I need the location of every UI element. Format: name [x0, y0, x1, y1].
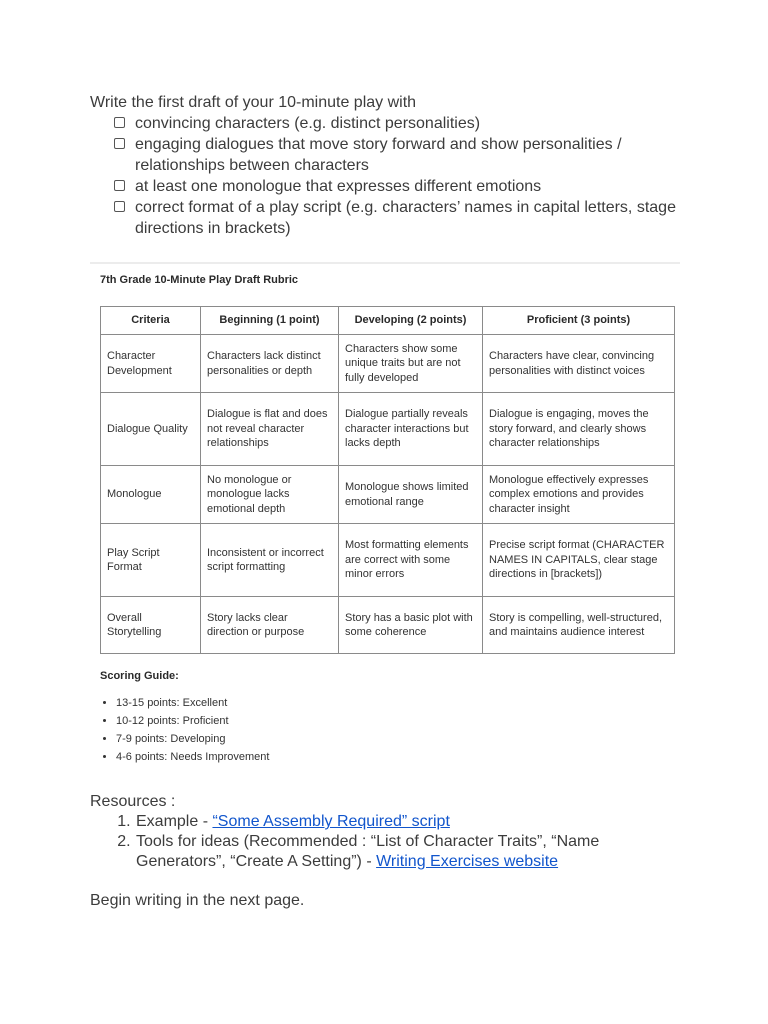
table-row — [101, 597, 675, 654]
table-cell: Dialogue is engaging, moves the story forward, and clearly shows character relationships — [483, 393, 675, 466]
checkbox-icon[interactable] — [114, 138, 125, 149]
table-row — [101, 524, 675, 597]
checklist-item-label: correct format of a play script (e.g. characters’ names in capital letters, stage directions in brackets) — [135, 199, 676, 237]
column-header: Proficient (3 points) — [483, 307, 675, 335]
table-cell: Story has a basic plot with some coherence — [339, 597, 483, 654]
table-row — [101, 335, 675, 393]
scoring-guide-list — [100, 694, 269, 766]
column-header: Developing (2 points) — [339, 307, 483, 335]
table-cell: Story lacks clear direction or purpose — [201, 597, 339, 654]
table-cell: Overall Storytelling — [101, 597, 201, 654]
table-cell: Story is compelling, well-structured, and maintains audience interest — [483, 597, 675, 654]
checklist-item[interactable] — [114, 134, 690, 176]
table-cell: Most formatting elements are correct with some minor errors — [339, 524, 483, 597]
table-cell: Characters have clear, convincing personalities with distinct voices — [483, 335, 675, 393]
rubric-title: 7th Grade 10-Minute Play Draft Rubric — [100, 274, 299, 286]
resources-section — [90, 792, 690, 872]
checklist-item-label: engaging dialogues that move story forward and show personalities / relationships between characters — [135, 136, 622, 174]
list-item: • 10-12 points: Proficient — [116, 712, 269, 730]
table-cell: Character Development — [101, 335, 201, 393]
table-header-row — [101, 307, 675, 335]
column-header: Beginning (1 point) — [201, 307, 339, 335]
table-cell: Characters show some unique traits but are not fully developed — [339, 335, 483, 393]
rubric-image — [90, 262, 680, 782]
table-row — [101, 466, 675, 524]
instructions-heading: Write the first draft of your 10-minute play with — [90, 94, 417, 111]
writing-exercises-link[interactable]: Writing Exercises website — [376, 853, 559, 870]
list-item: • 13-15 points: Excellent — [116, 694, 269, 712]
script-link[interactable]: “Some Assembly Required” script — [212, 813, 450, 830]
resource-label: Example - — [136, 813, 213, 830]
checklist-item[interactable] — [114, 176, 690, 197]
column-header: Criteria — [101, 307, 201, 335]
list-item: • 4-6 points: Needs Improvement — [116, 748, 269, 766]
list-item — [135, 832, 690, 872]
divider — [90, 262, 680, 264]
table-cell: Dialogue partially reveals character interactions but lacks depth — [339, 393, 483, 466]
table-cell: Precise script format (CHARACTER NAMES IN CAPITALS, clear stage directions in [brackets]) — [483, 524, 675, 597]
rubric-table — [100, 306, 675, 654]
table-row — [101, 393, 675, 466]
checkbox-icon[interactable] — [114, 117, 125, 128]
checklist-item[interactable] — [114, 113, 690, 134]
resources-heading: Resources : — [90, 793, 176, 810]
assignment-instructions — [90, 92, 690, 239]
table-cell: Monologue — [101, 466, 201, 524]
scoring-guide-title: Scoring Guide: — [100, 670, 179, 682]
checklist-item-label: at least one monologue that expresses different emotions — [135, 178, 542, 195]
list-item: • 7-9 points: Developing — [116, 730, 269, 748]
resource-label: Tools for ideas (Recommended : “List of Character Traits”, “Name Generators”, “Create A Setting”) - — [136, 833, 600, 870]
table-cell: No monologue or monologue lacks emotional depth — [201, 466, 339, 524]
checklist-item-label: convincing characters (e.g. distinct personalities) — [135, 115, 481, 132]
table-cell: Characters lack distinct personalities or depth — [201, 335, 339, 393]
checkbox-icon[interactable] — [114, 201, 125, 212]
table-cell: Play Script Format — [101, 524, 201, 597]
table-cell: Dialogue is flat and does not reveal character relationships — [201, 393, 339, 466]
table-cell: Dialogue Quality — [101, 393, 201, 466]
checkbox-icon[interactable] — [114, 180, 125, 191]
table-cell: Monologue effectively expresses complex emotions and provides character insight — [483, 466, 675, 524]
resources-list — [90, 812, 690, 872]
table-cell: Inconsistent or incorrect script formatting — [201, 524, 339, 597]
closing-instruction: Begin writing in the next page. — [90, 892, 305, 909]
list-item — [135, 812, 690, 832]
table-cell: Monologue shows limited emotional range — [339, 466, 483, 524]
checklist-item[interactable] — [114, 197, 690, 239]
requirements-checklist — [90, 113, 690, 239]
